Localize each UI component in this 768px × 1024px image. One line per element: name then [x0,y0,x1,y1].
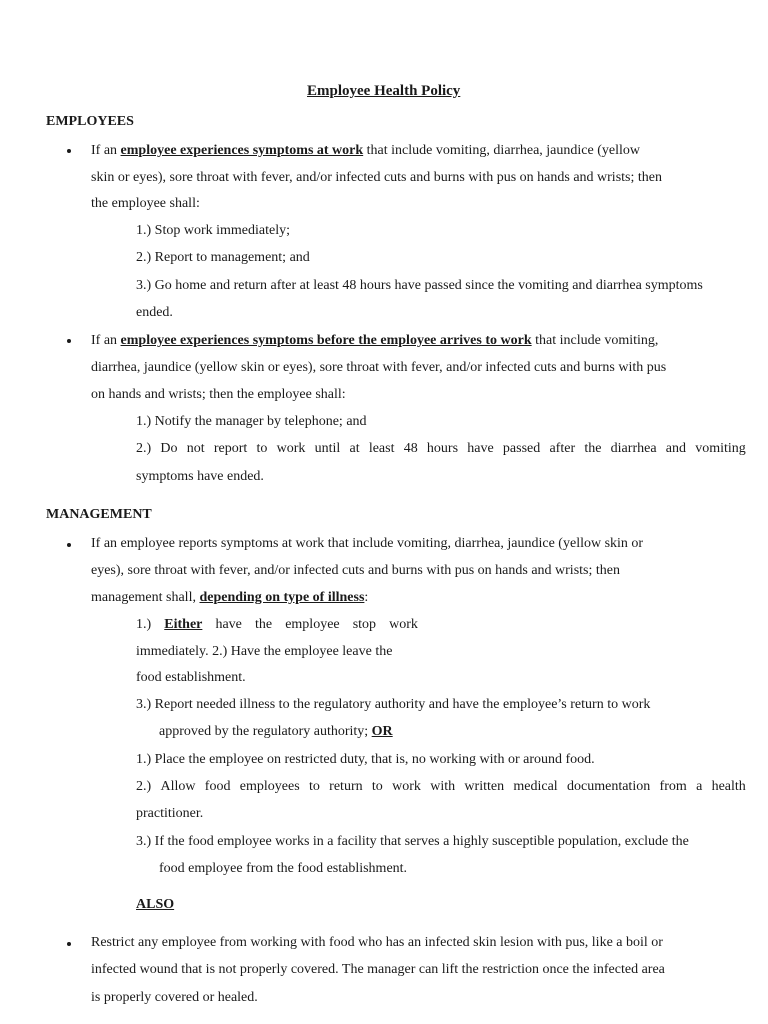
text: 2.) [136,441,152,456]
text: to [256,441,268,456]
text: have [215,617,242,632]
text: work [392,779,421,794]
management-step-3: 3.) Report needed illness to the regulatory authority and have the employee’s return to work [136,697,651,712]
emphasis-text: employee experiences symptoms at work [120,143,364,158]
text: food [204,779,231,794]
text: the [584,441,602,456]
text: after [549,441,576,456]
bullet-icon [67,942,71,946]
text: have [467,441,494,456]
text: work [276,441,306,456]
text: health [711,779,746,794]
management-bullet1-line2: eyes), sore throat with fever, and/or infected cuts and burns with pus on hands and wrists; then [91,563,620,578]
employees-step-1b: 1.) Notify the manager by telephone; and [136,414,367,429]
page-title: Employee Health Policy [307,83,461,99]
employees-bullet2-line3: on hands and wrists; then the employee shall: [91,387,346,402]
bullet-icon [67,339,71,343]
management-bullet2-line2: infected wound that is not properly covered. The manager can lift the restriction once the infected area [91,962,665,977]
management-step-3-cont [159,724,393,740]
text: Do [160,441,178,456]
text: at [349,441,360,456]
management-restrict-2-cont: practitioner. [136,806,204,821]
management-bullet1-line3 [91,590,368,606]
employees-step-2b-cont: symptoms have ended. [136,469,264,484]
section-heading-management: MANAGEMENT [46,507,152,522]
bullet-icon [67,149,71,153]
text: and [665,441,686,456]
text: not [186,441,205,456]
management-restrict-3: 3.) If the food employee works in a facility that serves a highly susceptible population, exclude the [136,834,689,849]
text: work [389,617,418,632]
text: 1.) [136,617,152,632]
emphasis-text: employee experiences symptoms before the employee arrives to work [120,333,532,348]
section-heading-employees: EMPLOYEES [46,114,134,129]
management-restrict-1: 1.) Place the employee on restricted duty, that is, no working with or around food. [136,752,595,767]
text: a [696,779,703,794]
employees-bullet2-line2: diarrhea, jaundice (yellow skin or eyes), sore throat with fever, and/or infected cuts and burns with pus [91,360,667,375]
text: medical [513,779,558,794]
management-either-line2: immediately. 2.) Have the employee leave the [136,644,393,659]
text: If an [91,333,118,348]
employees-bullet1-line2: skin or eyes), sore throat with fever, and/or infected cuts and burns with pus on hands and wrists; then [91,170,662,185]
text: Allow [160,779,196,794]
text: If an [91,143,118,158]
text: report [213,441,248,456]
text: until [314,441,341,456]
employees-step-3: 3.) Go home and return after at least 48 hours have passed since the vomiting and diarrhea symptoms [136,278,703,293]
text: approved by the regulatory authority; [159,724,369,739]
employees-bullet2-line1 [91,333,658,349]
text: diarrhea [610,441,657,456]
employees-step-2: 2.) Report to management; and [136,250,310,265]
text: employee [285,617,340,632]
employees-bullet1-line1 [91,143,640,159]
emphasis-text: OR [371,724,393,739]
text: written [464,779,505,794]
text: return [329,779,363,794]
management-either-line3: food establishment. [136,670,246,685]
text: documentation [567,779,651,794]
text: that include vomiting, [535,333,659,348]
text: to [371,779,383,794]
text: least [368,441,395,456]
text: 48 [403,441,418,456]
text: that include vomiting, diarrhea, jaundice (yellow [366,143,640,158]
bullet-icon [67,543,71,547]
employees-step-2b [136,441,746,457]
management-restrict-3-cont: food employee from the food establishment. [159,861,408,876]
emphasis-text: Either [164,617,203,632]
also-heading: ALSO [136,897,175,912]
management-bullet1-line1: If an employee reports symptoms at work that include vomiting, diarrhea, jaundice (yellow skin or [91,536,644,551]
management-bullet2-line3: is properly covered or healed. [91,990,258,1005]
text: : [364,590,369,605]
text: the [255,617,273,632]
text: to [308,779,320,794]
text: hours [426,441,459,456]
employees-bullet1-line3: the employee shall: [91,196,200,211]
text: employees [239,779,300,794]
text: vomiting [695,441,746,456]
text: with [430,779,456,794]
text: 2.) [136,779,152,794]
text: stop [352,617,377,632]
management-bullet2-line1: Restrict any employee from working with food who has an infected skin lesion with pus, like a boil or [91,935,663,950]
text: from [659,779,687,794]
text: passed [502,441,541,456]
employees-step-3-cont: ended. [136,305,173,320]
management-restrict-2 [136,779,746,795]
text: management shall, [91,590,196,605]
emphasis-text: depending on type of illness [199,590,365,605]
employees-step-1: 1.) Stop work immediately; [136,223,290,238]
management-either-line1 [136,617,418,633]
